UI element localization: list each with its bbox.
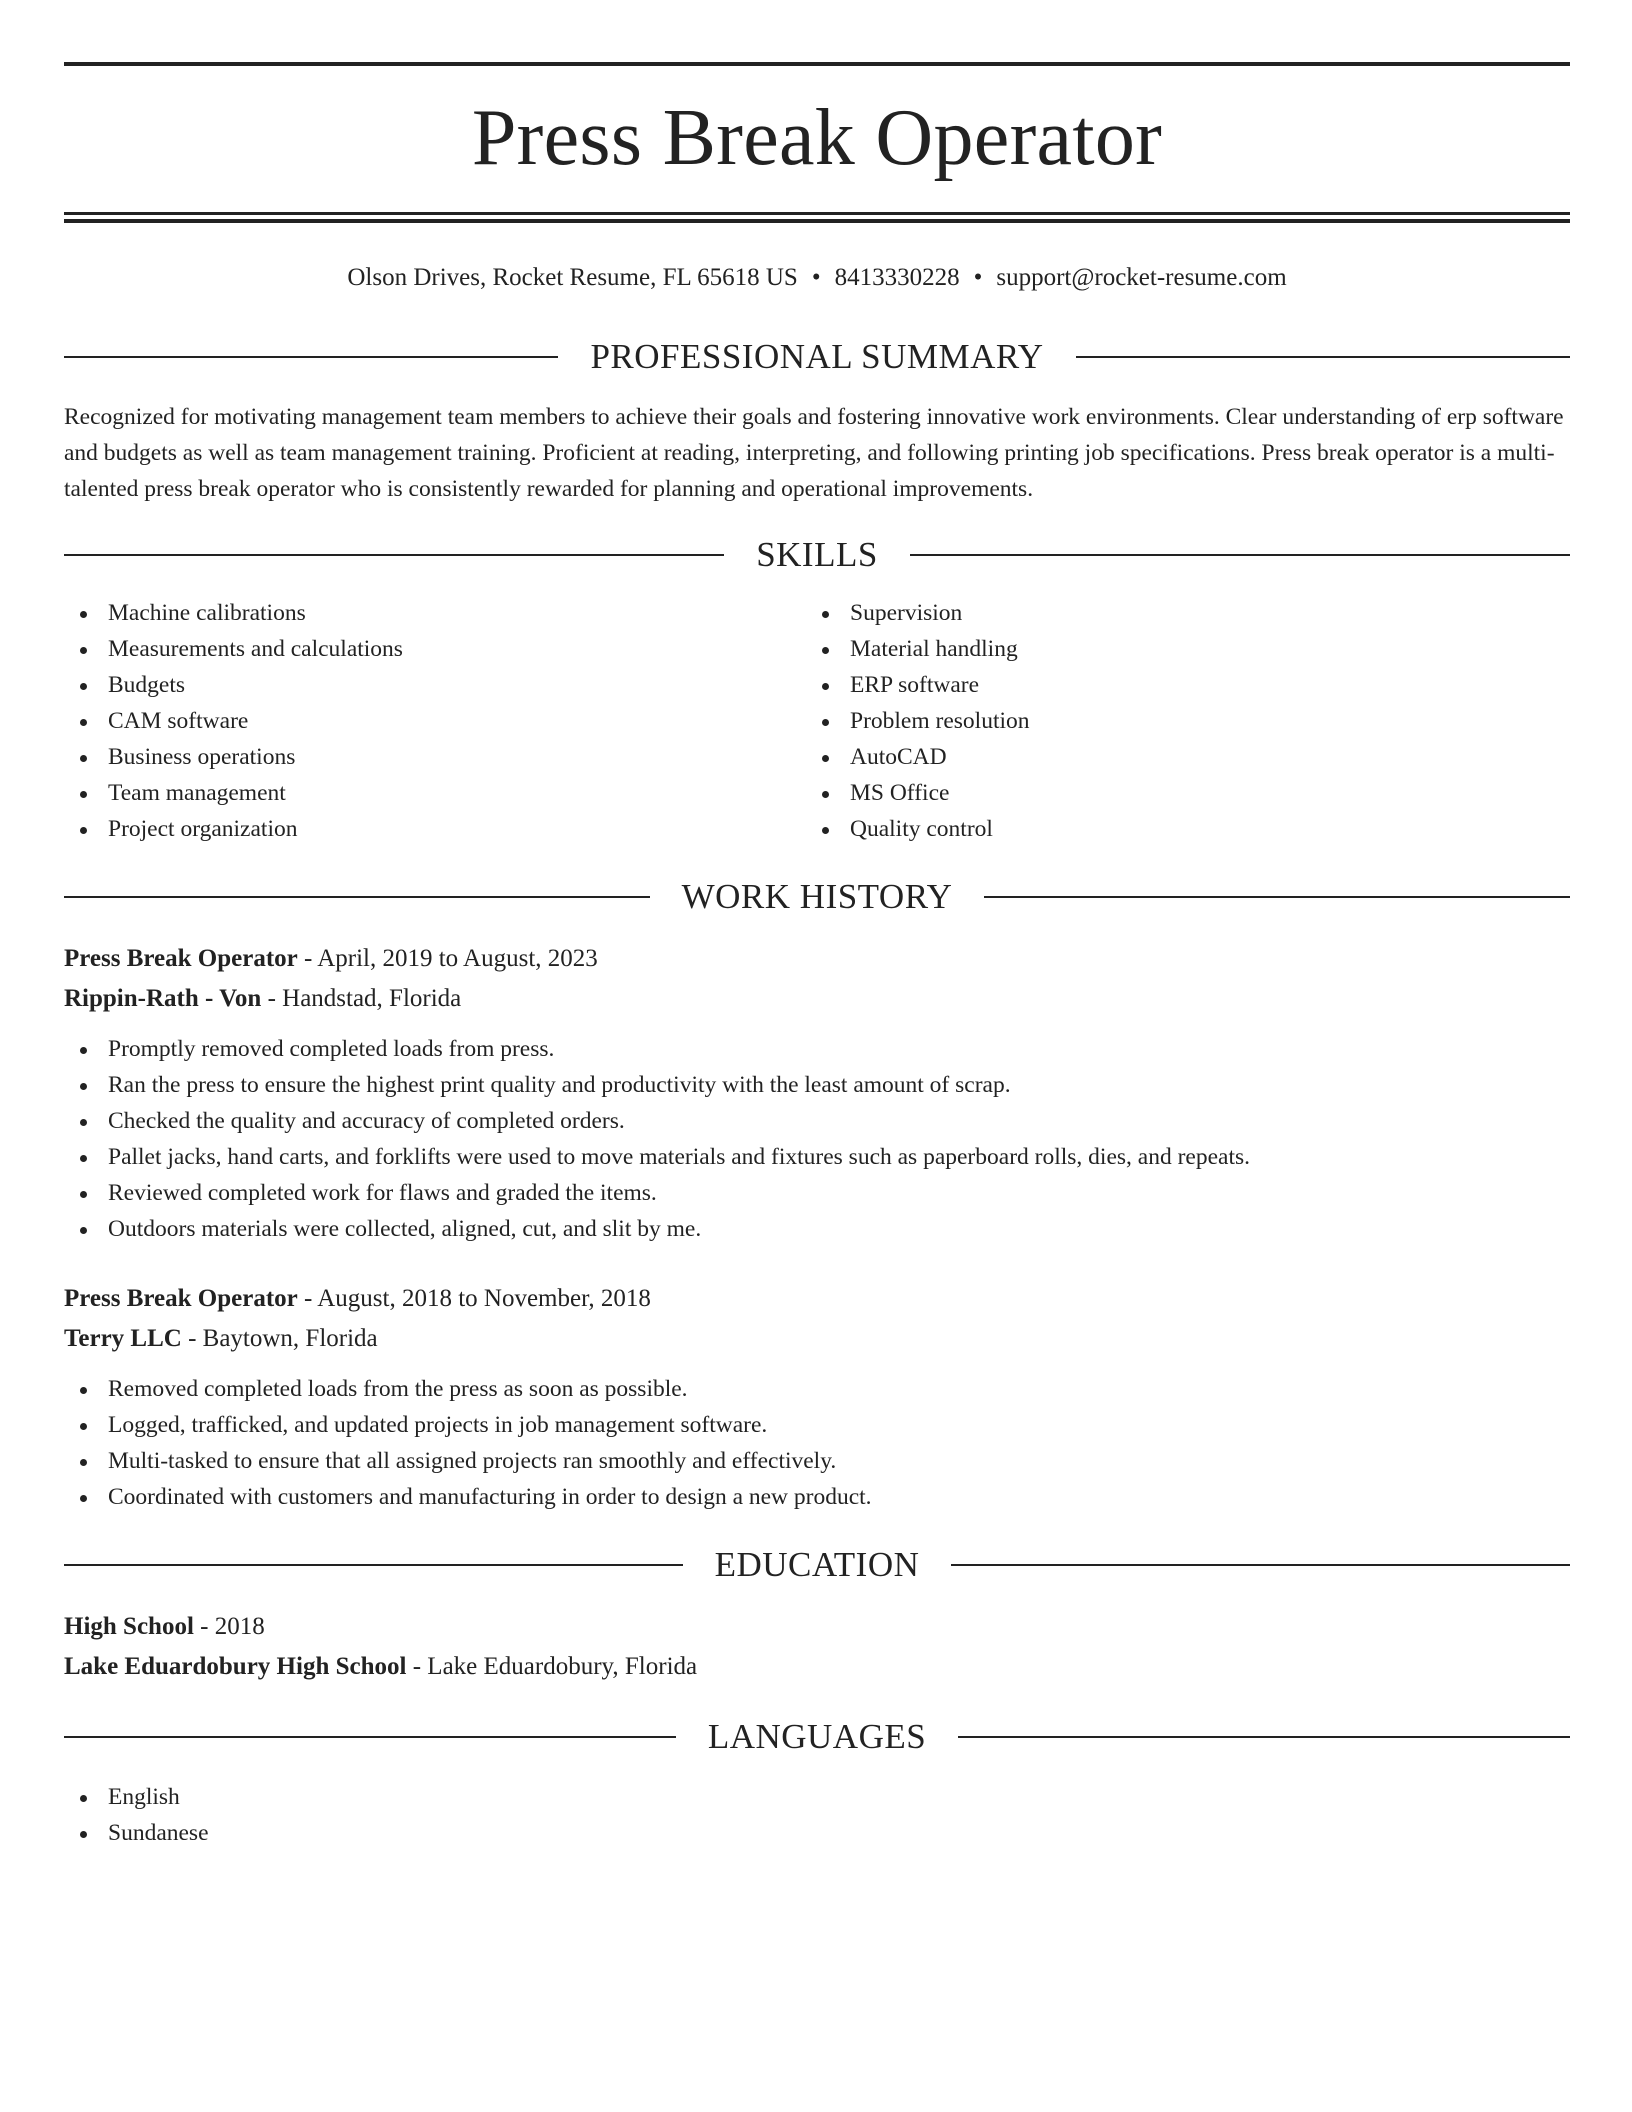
skills-list — [64, 595, 1570, 847]
education-entry — [64, 1607, 1570, 1687]
language-item: English — [64, 1779, 1570, 1815]
job-bullet: Ran the press to ensure the highest print quality and productivity with the least amount of scrap. — [64, 1067, 1570, 1103]
job-bullets — [64, 1371, 1570, 1515]
skill-item: ERP software — [806, 667, 1548, 703]
section-rule — [958, 1736, 1570, 1738]
section-rule — [951, 1564, 1570, 1566]
job-company-line — [64, 979, 1570, 1019]
summary-text: Recognized for motivating management team members to achieve their goals and fostering innovative work environments. Clear understanding of erp software and budgets as well as team management training. Proficient at reading, interpreting, and following printing job specifications. Press break operator is a multi-talented press break operator who is consistently rewarded for planning and operational improvements. — [64, 404, 1564, 502]
job-bullet: Coordinated with customers and manufacturing in order to design a new product. — [64, 1479, 1570, 1515]
skill-item: Problem resolution — [806, 703, 1548, 739]
job-title-line — [64, 1279, 1570, 1319]
section-rule — [64, 1564, 683, 1566]
section-title: LANGUAGES — [707, 1717, 927, 1756]
skill-item: Project organization — [64, 811, 806, 847]
education-year: - 2018 — [193, 1613, 265, 1640]
languages-list — [64, 1779, 1570, 1851]
job-location: - Baytown, Florida — [181, 1325, 378, 1352]
education-degree: High School — [64, 1613, 194, 1640]
skill-item: CAM software — [64, 703, 806, 739]
job-dates: - April, 2019 to August, 2023 — [297, 945, 598, 972]
section-rule — [910, 554, 1570, 556]
contact-address: Olson Drives, Rocket Resume, FL 65618 US — [347, 264, 798, 291]
job-bullets — [64, 1031, 1570, 1247]
job-company: Terry LLC — [64, 1325, 182, 1352]
education-school-line — [64, 1647, 1570, 1687]
section-rule — [1076, 356, 1570, 358]
section-title: SKILLS — [756, 535, 878, 574]
skill-item: Budgets — [64, 667, 806, 703]
section-rule — [64, 1736, 676, 1738]
title-double-rule — [64, 212, 1570, 223]
job-bullet: Removed completed loads from the press as soon as possible. — [64, 1371, 1570, 1407]
skill-item: Machine calibrations — [64, 595, 806, 631]
education-location: - Lake Eduardobury, Florida — [406, 1653, 698, 1680]
section-header-work — [64, 877, 1570, 917]
contact-phone: 8413330228 — [834, 264, 960, 291]
job-bullet: Logged, trafficked, and updated projects in job management software. — [64, 1407, 1570, 1443]
contact-separator: • — [973, 264, 983, 291]
skill-item: AutoCAD — [806, 739, 1548, 775]
job-location: - Handstad, Florida — [261, 985, 462, 1012]
skill-item: Team management — [64, 775, 806, 811]
job-dates: - August, 2018 to November, 2018 — [297, 1285, 651, 1312]
section-title: WORK HISTORY — [681, 877, 953, 916]
job-bullet: Pallet jacks, hand carts, and forklifts were used to move materials and fixtures such as paperboard rolls, dies, and repeats. — [64, 1139, 1570, 1175]
contact-separator: • — [811, 264, 821, 291]
section-rule — [64, 896, 650, 898]
top-rule — [64, 62, 1570, 66]
job-company-line — [64, 1319, 1570, 1359]
skills-column-left — [64, 595, 806, 847]
section-rule — [984, 896, 1570, 898]
job-bullet: Checked the quality and accuracy of completed orders. — [64, 1103, 1570, 1139]
skill-item: Material handling — [806, 631, 1548, 667]
job-bullet: Promptly removed completed loads from press. — [64, 1031, 1570, 1067]
skill-item: Quality control — [806, 811, 1548, 847]
skills-column-right — [806, 595, 1548, 847]
job-title-line — [64, 939, 1570, 979]
job-bullet: Reviewed completed work for flaws and graded the items. — [64, 1175, 1570, 1211]
job-title: Press Break Operator — [64, 1285, 298, 1312]
skill-item: Supervision — [806, 595, 1548, 631]
contact-line — [64, 261, 1570, 295]
resume-page — [64, 62, 1570, 1851]
skill-item: MS Office — [806, 775, 1548, 811]
section-header-skills — [64, 535, 1570, 575]
section-header-languages — [64, 1717, 1570, 1757]
section-title: PROFESSIONAL SUMMARY — [590, 337, 1044, 376]
contact-email[interactable]: support@rocket-resume.com — [996, 264, 1287, 291]
job-title: Press Break Operator — [64, 945, 298, 972]
section-rule — [64, 554, 724, 556]
job-company: Rippin-Rath - Von — [64, 985, 262, 1012]
section-title: EDUCATION — [714, 1545, 920, 1584]
section-rule — [64, 356, 558, 358]
language-item: Sundanese — [64, 1815, 1570, 1851]
work-entry — [64, 939, 1570, 1247]
job-bullet: Outdoors materials were collected, aligned, cut, and slit by me. — [64, 1211, 1570, 1247]
section-header-education — [64, 1545, 1570, 1585]
resume-title: Press Break Operator — [471, 94, 1163, 182]
job-bullet: Multi-tasked to ensure that all assigned projects ran smoothly and effectively. — [64, 1443, 1570, 1479]
education-degree-line — [64, 1607, 1570, 1647]
skill-item: Business operations — [64, 739, 806, 775]
skill-item: Measurements and calculations — [64, 631, 806, 667]
work-entry — [64, 1279, 1570, 1515]
education-school: Lake Eduardobury High School — [64, 1653, 407, 1680]
section-header-summary — [64, 337, 1570, 377]
